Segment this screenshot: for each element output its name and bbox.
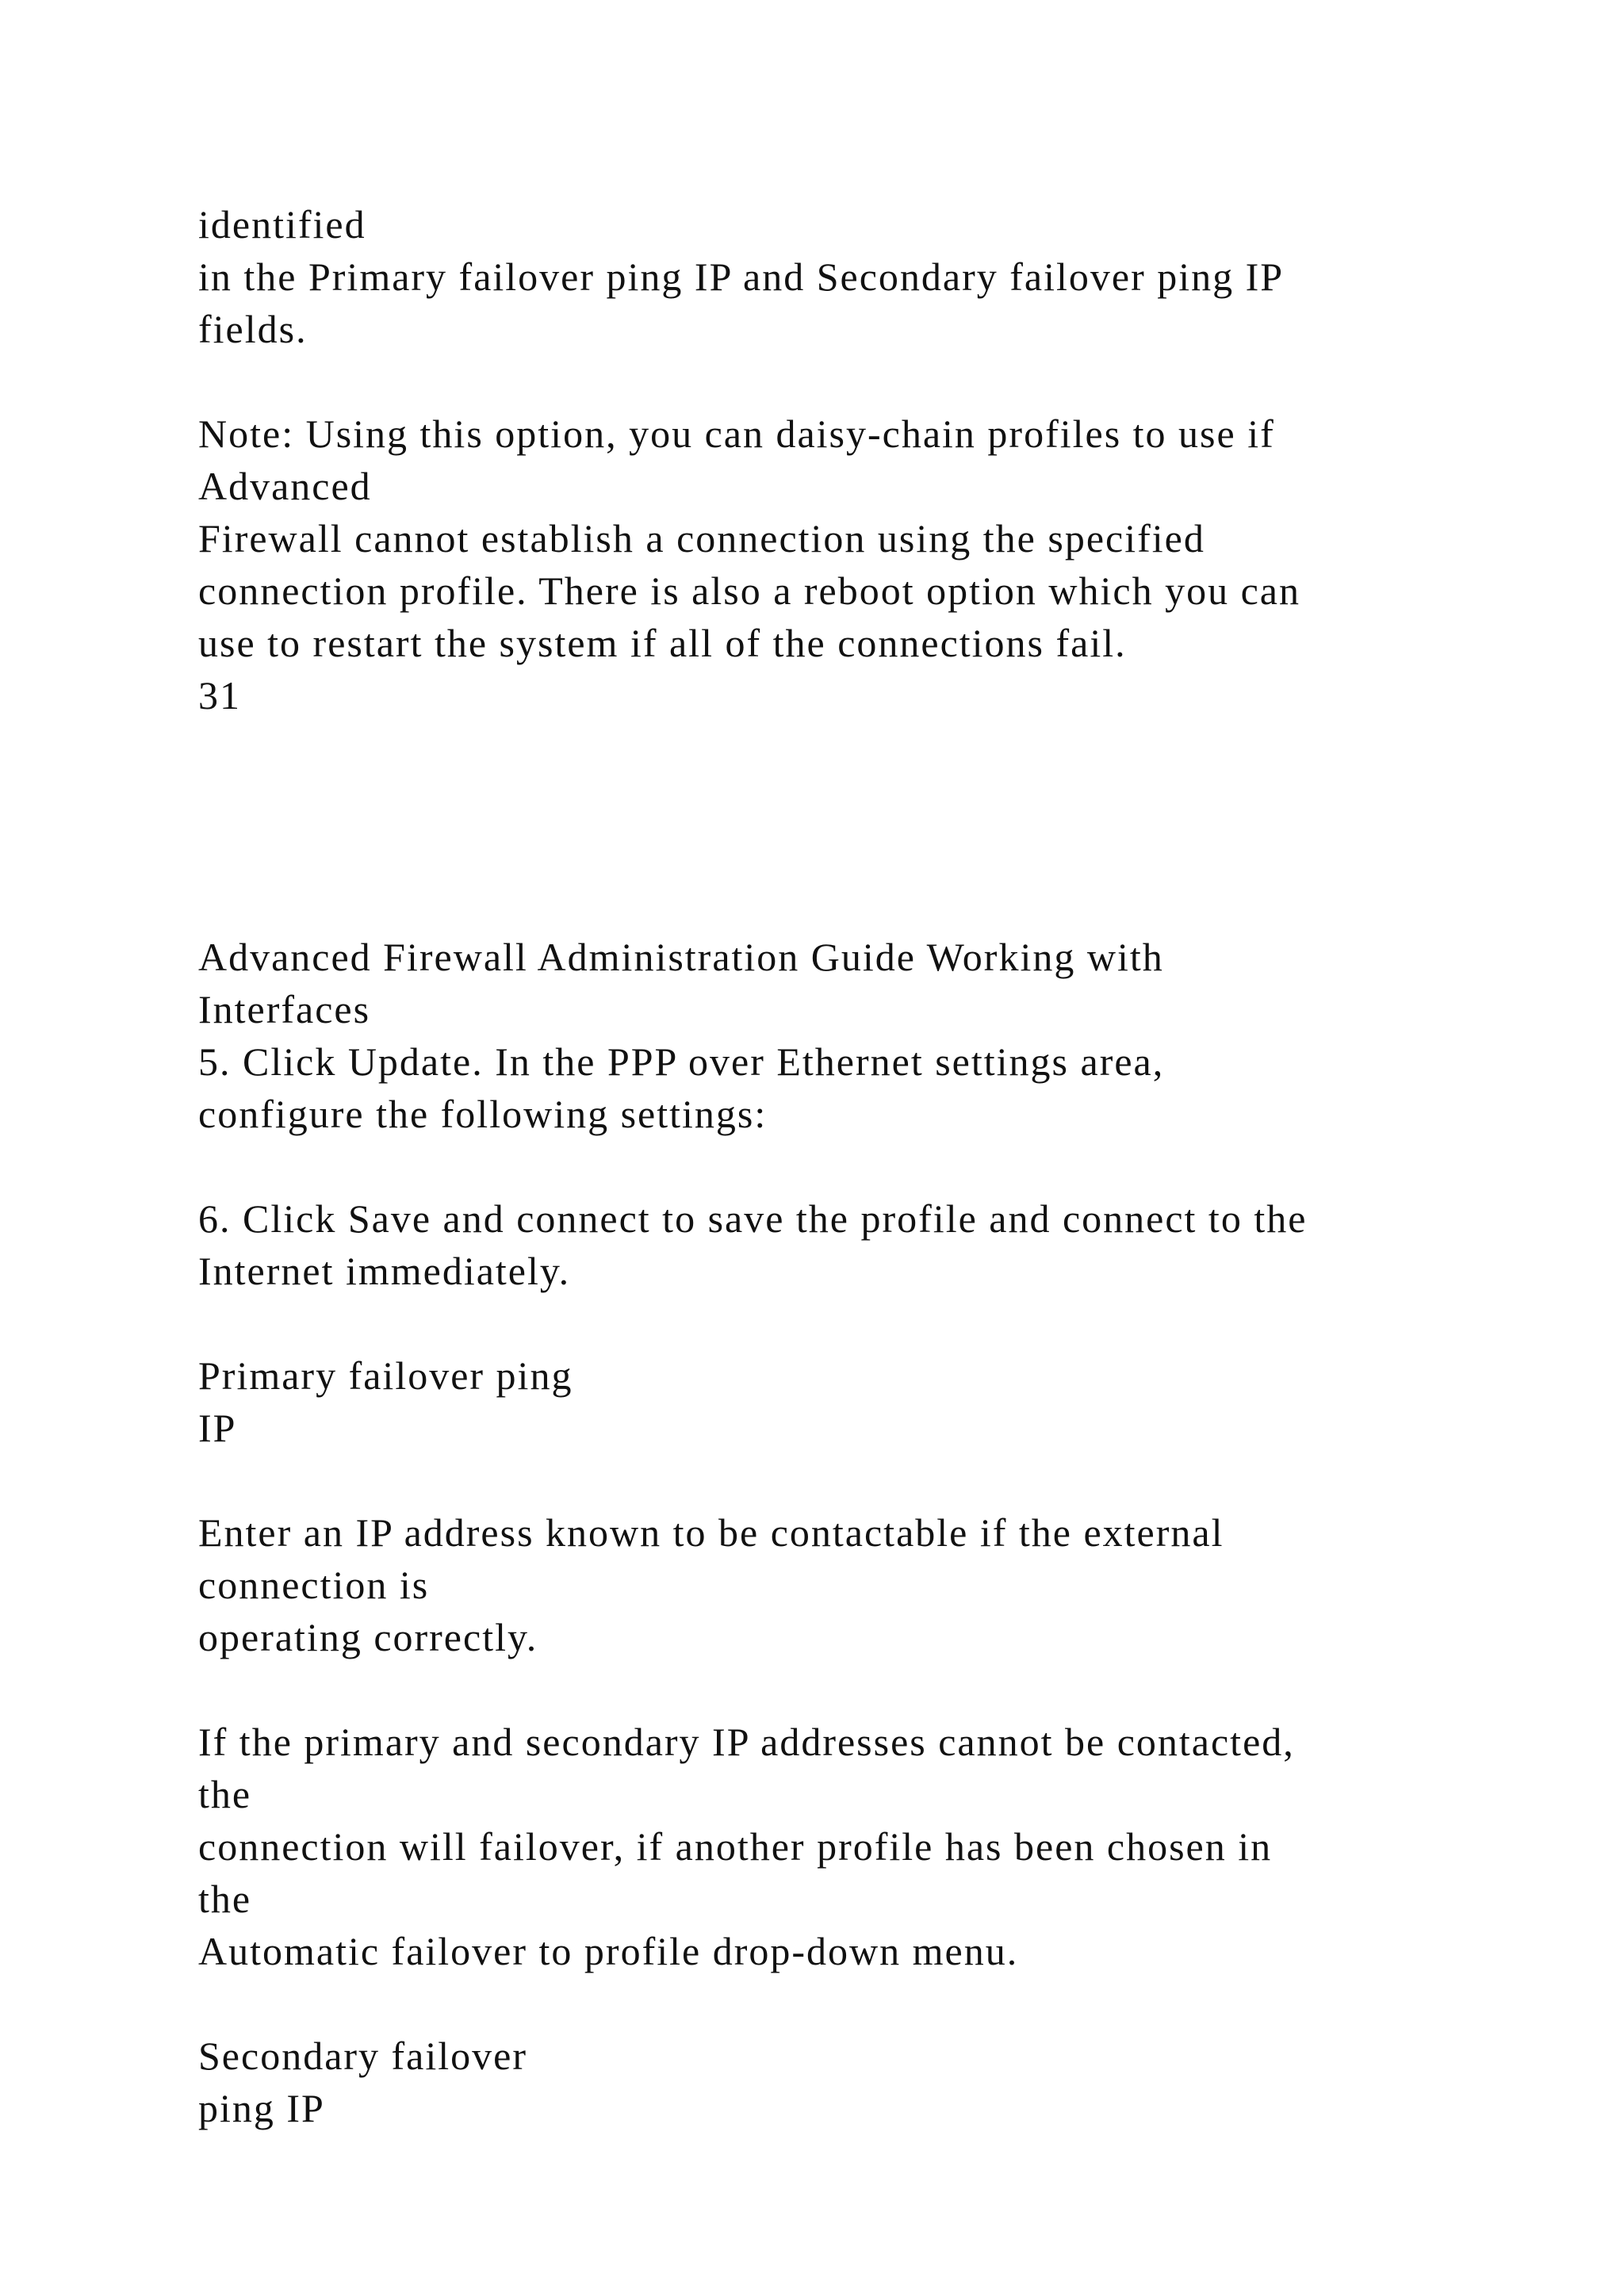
paragraph-gap xyxy=(198,1454,1499,1506)
document-page xyxy=(198,198,1499,2134)
setting-label: Secondary failover xyxy=(198,2034,528,2078)
text-line: Advanced xyxy=(198,464,372,508)
setting-label: IP xyxy=(198,1406,237,1450)
paragraph-gap xyxy=(198,1977,1499,2030)
text-line: If the primary and secondary IP addresses cannot be contacted, xyxy=(198,1720,1295,1764)
running-header: Advanced Firewall Administration Guide Working with xyxy=(198,935,1164,979)
text-line: in the Primary failover ping IP and Secondary failover ping IP xyxy=(198,254,1285,299)
secondary-failover-label xyxy=(198,2030,1499,2134)
step-5-text: configure the following settings: xyxy=(198,1092,768,1136)
page-header-and-step5 xyxy=(198,931,1499,1140)
step-6-paragraph xyxy=(198,1192,1499,1297)
text-line: Automatic failover to profile drop-down menu. xyxy=(198,1929,1019,1973)
setting-label: Primary failover ping xyxy=(198,1353,573,1398)
text-line: Note: Using this option, you can daisy-chain profiles to use if xyxy=(198,411,1275,456)
page-number: 31 xyxy=(198,673,241,718)
intro-paragraph xyxy=(198,198,1499,355)
text-line: Enter an IP address known to be contactable if the external xyxy=(198,1510,1224,1555)
paragraph-gap xyxy=(198,1140,1499,1192)
note-paragraph xyxy=(198,408,1499,721)
step-5-text: 5. Click Update. In the PPP over Ethernet settings area, xyxy=(198,1039,1165,1084)
text-line: Firewall cannot establish a connection using the specified xyxy=(198,516,1205,561)
paragraph-gap xyxy=(198,1297,1499,1349)
running-header: Interfaces xyxy=(198,987,371,1031)
paragraph-gap xyxy=(198,1663,1499,1716)
setting-label: ping IP xyxy=(198,2086,325,2130)
page-break-gap xyxy=(198,721,1499,931)
text-line: operating correctly. xyxy=(198,1615,538,1659)
text-line: connection is xyxy=(198,1563,430,1607)
primary-failover-description xyxy=(198,1506,1499,1663)
text-line: use to restart the system if all of the connections fail. xyxy=(198,621,1127,665)
text-line: the xyxy=(198,1877,252,1921)
text-line: the xyxy=(198,1772,252,1816)
paragraph-gap xyxy=(198,355,1499,408)
failover-description xyxy=(198,1716,1499,1977)
primary-failover-label xyxy=(198,1349,1499,1454)
text-line: fields. xyxy=(198,307,308,351)
text-line: connection profile. There is also a reboot option which you can xyxy=(198,568,1300,613)
step-6-text: Internet immediately. xyxy=(198,1249,571,1293)
text-line: connection will failover, if another profile has been chosen in xyxy=(198,1824,1273,1869)
text-line: identified xyxy=(198,202,366,247)
step-6-text: 6. Click Save and connect to save the profile and connect to the xyxy=(198,1196,1308,1241)
